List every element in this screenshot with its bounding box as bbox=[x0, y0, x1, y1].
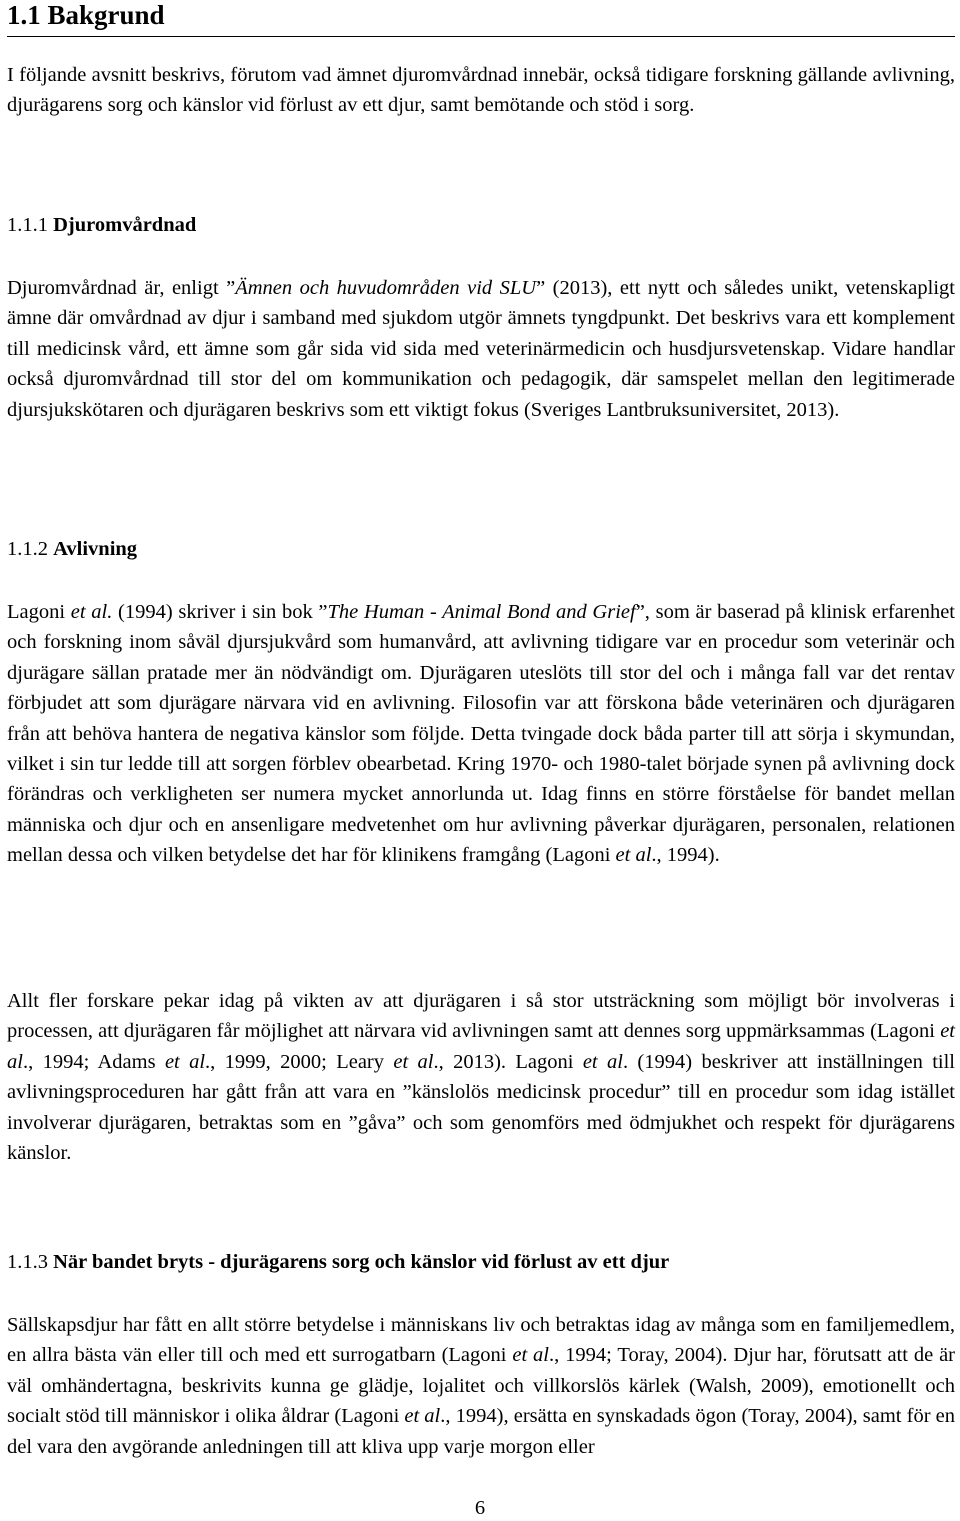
text-run: Sällskapsdjur har fått en allt större betydelse i människans liv och betraktas idag av många som en familjemedlem, en allra bästa vän eller till och med ett surrogatbarn (Lagoni bbox=[7, 1314, 955, 1367]
paragraph-nar-bandet-bryts bbox=[7, 1310, 955, 1462]
page-number: 6 bbox=[474, 1497, 486, 1519]
text-run: . (1994) beskriver att inställningen till avlivningsproceduren har gått från att vara en ”känslolös medicinsk procedur” till en procedur som idag istället involverar djurägaren, betraktas som en ”gåva” och som genomförs med ödmjukhet och respekt för djurägarens känslor. bbox=[7, 1050, 955, 1165]
paragraph-djuromvardnad bbox=[7, 273, 955, 425]
paragraph-text: I följande avsnitt beskrivs, förutom vad ämnet djuromvårdnad innebär, också tidigare forskning gällande avlivning, djurägarens sorg och känslor vid förlust av ett djur, samt bemötande och stöd i sorg. bbox=[7, 64, 955, 117]
text-run: (1994) skriver i sin bok ” bbox=[112, 601, 328, 623]
subsection-heading-1-1-3 bbox=[7, 1250, 669, 1274]
text-run: ., 2013). Lagoni bbox=[433, 1050, 583, 1073]
italic-et-al: et al bbox=[404, 1405, 441, 1428]
italic-et-al: et al bbox=[393, 1050, 434, 1073]
text-run: ., 1994; Toray, 2004). Djur har, förutsatt att de är väl omhändertagna, beskrivits kunna ge glädje, lojalitet och villkorslös kärlek (Walsh, 2009), emotionellt och socialt stöd till människor i olika åldrar (Lagoni bbox=[7, 1344, 955, 1428]
text-run: ”, som är baserad på klinisk erfarenhet och forskning inom såväl djursjukvård som humanvård, att avlivning tidigare var en procedur som veterinär och djurägare sällan pratade mer än nödvändigt om. Djurägaren uteslöts till stor del och i många fall var det rentav förbjudet att som djurägare närvara vid en avlivning. Filosofin var att förskona både veterinären och djurägaren från att behöva hantera de negativa känslor som följde. Detta tvingade dock båda parter till att sörja i skymundan, vilket i sin tur ledde till att sorgen förblev obearbetad. Kring 1970- och 1980-talet började synen på avlivning dock förändras och verkligheten ser numera mycket annorlunda ut. Idag finns en större förståelse för bandet mellan människa och djur och en ansenligare medvetenhet om hur avlivning påverkar djurägaren, personalen, relationen mellan dessa och vilken betydelse det har för klinikens framgång (Lagoni bbox=[7, 601, 955, 867]
subsection-title: Avlivning bbox=[53, 538, 138, 560]
section-number: 1.1 bbox=[7, 0, 41, 30]
subsection-number: 1.1.1 bbox=[7, 214, 48, 236]
text-run: Lagoni bbox=[7, 601, 71, 623]
text-run: Djuromvårdnad är, enligt ” bbox=[7, 277, 236, 299]
italic-et-al: et al bbox=[582, 1050, 623, 1073]
subsection-title: Djuromvårdnad bbox=[53, 214, 197, 236]
italic-et-al: et al. bbox=[70, 601, 113, 623]
text-run: Allt fler forskare pekar idag på vikten av att djurägaren i så stor utsträckning som möjligt bör involveras i processen, att djurägaren får möjlighet att närvara vid avlivningen samt att dennes sorg uppmärksammas (Lagoni bbox=[7, 990, 955, 1043]
text-run: ” (2013), ett nytt och således unikt, vetenskapligt ämne där omvårdnad av djur i samband med sjukdom utgör ämnets tyngdpunkt. Det beskrivs vara ett komplement till medicinsk vård, ett ämne som går sida vid sida med veterinärmedicin och husdjursvetenskap. Vidare handlar också djuromvårdnad till stor del om kommunikation och pedagogik, där samspelet mellan den legitimerade djursjukskötaren och djurägaren beskrivs som ett viktigt fokus (Sveriges Lantbruksuniversitet, 2013). bbox=[7, 277, 955, 421]
section-title: Bakgrund bbox=[47, 0, 165, 30]
italic-et-al: et al bbox=[512, 1344, 549, 1367]
paragraph-avlivning bbox=[7, 597, 955, 871]
section-heading-1-1 bbox=[7, 0, 955, 37]
text-run: ., 1999, 2000; Leary bbox=[205, 1050, 394, 1073]
paragraph-intro bbox=[7, 60, 955, 121]
subsection-title: När bandet bryts - djurägarens sorg och känslor vid förlust av ett djur bbox=[53, 1251, 670, 1273]
subsection-number: 1.1.2 bbox=[7, 538, 48, 560]
text-run: ., 1994). bbox=[651, 844, 720, 867]
italic-title: Ämnen och huvudområden vid SLU bbox=[235, 277, 537, 299]
paragraph-involvering bbox=[7, 986, 955, 1168]
italic-book-title: The Human - Animal Bond and Grief bbox=[327, 601, 636, 623]
subsection-heading-1-1-1 bbox=[7, 213, 196, 237]
italic-et-al: et al bbox=[7, 1020, 955, 1073]
text-run: ., 1994), ersätta en synskadads ögon (Toray, 2004), samt för en del vara den avgörande anledningen till att kliva upp varje morgon eller bbox=[7, 1405, 955, 1458]
text-run: ., 1994; Adams bbox=[22, 1050, 165, 1073]
subsection-number: 1.1.3 bbox=[7, 1251, 48, 1273]
subsection-heading-1-1-2 bbox=[7, 537, 137, 561]
italic-et-al: et al bbox=[164, 1050, 206, 1073]
italic-et-al: et al bbox=[615, 844, 652, 867]
